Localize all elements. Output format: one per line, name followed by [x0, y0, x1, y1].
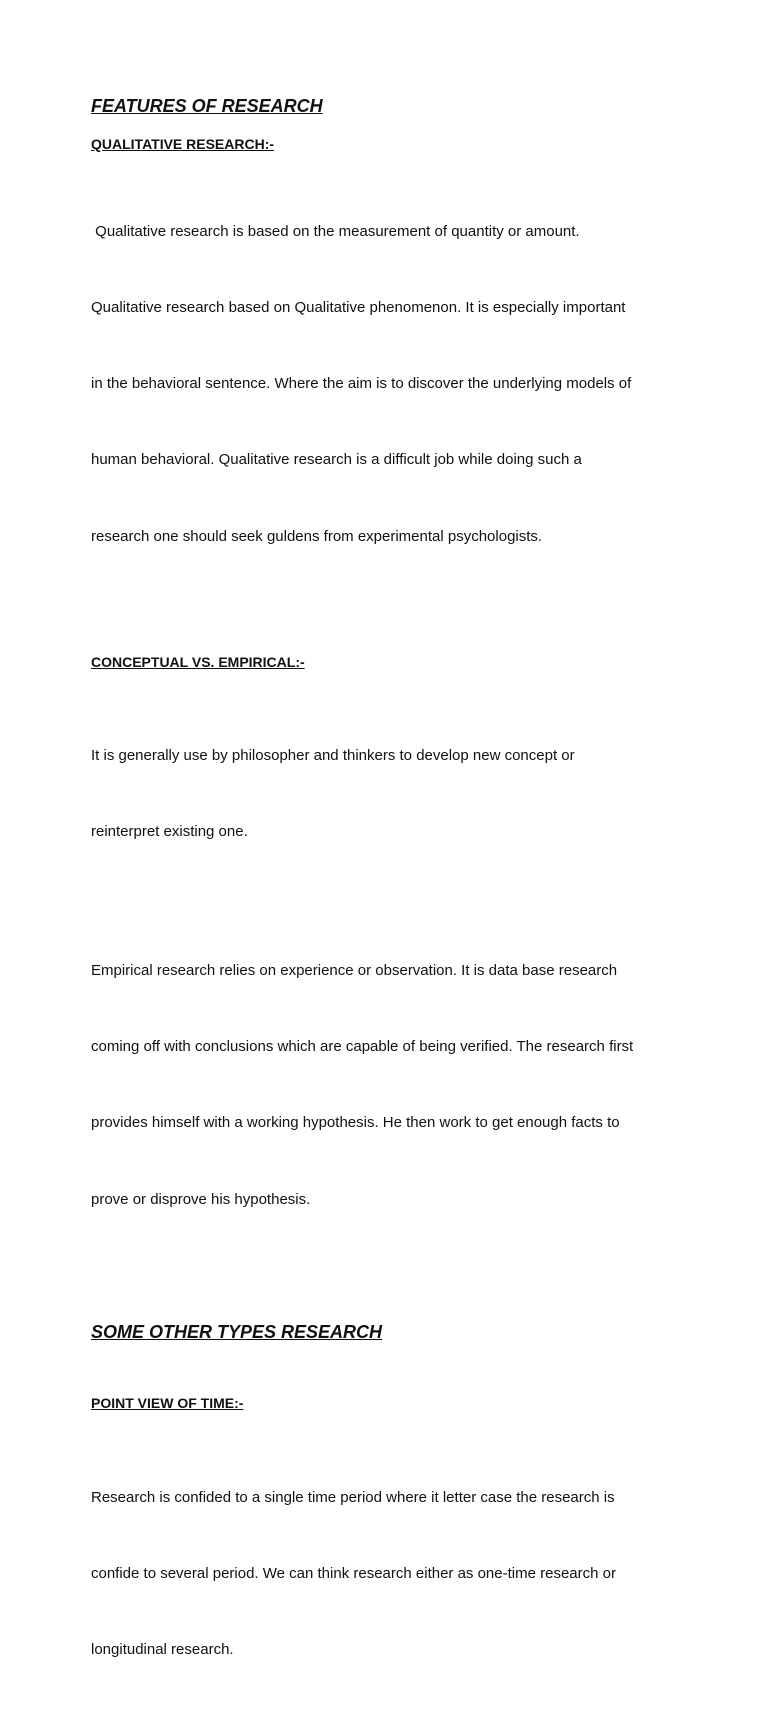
paragraph-line: provides himself with a working hypothesis. He then work to get enough facts to — [91, 1114, 620, 1132]
paragraph-line: longitudinal research. — [91, 1641, 234, 1659]
section-title-features: FEATURES OF RESEARCH — [91, 96, 323, 116]
paragraph-line: Qualitative research is based on the measurement of quantity or amount. — [91, 222, 580, 240]
paragraph-line: It is generally use by philosopher and thinkers to develop new concept or — [91, 746, 575, 764]
document-content — [91, 94, 691, 1713]
heading-conceptual-vs-empirical: CONCEPTUAL VS. EMPIRICAL:- — [91, 653, 305, 670]
paragraph-line: Qualitative research based on Qualitative phenomenon. It is especially important — [91, 299, 626, 317]
paragraph-empirical — [91, 907, 691, 1263]
paragraph-time — [91, 1434, 691, 1713]
paragraph-line: reinterpret existing one. — [91, 822, 248, 840]
paragraph-line: coming off with conclusions which are capable of being verified. The research first — [91, 1038, 634, 1056]
paragraph-line: Research is confided to a single time period where it letter case the research is — [91, 1488, 615, 1506]
paragraph-line: research one should seek guldens from experimental psychologists. — [91, 527, 543, 545]
paragraph-qualitative — [91, 168, 691, 600]
section-title-other-types: SOME OTHER TYPES RESEARCH — [91, 1321, 383, 1342]
heading-qualitative-research: QUALITATIVE RESEARCH:- — [91, 136, 275, 152]
paragraph-line: in the behavioral sentence. Where the aim is to discover the underlying models of — [91, 375, 632, 393]
paragraph-line: confide to several period. We can think research either as one-time research or — [91, 1564, 616, 1582]
paragraph-line: prove or disprove his hypothesis. — [91, 1190, 311, 1208]
paragraph-line: human behavioral. Qualitative research is a difficult job while doing such a — [91, 451, 582, 469]
heading-point-view-of-time: POINT VIEW OF TIME:- — [91, 1394, 244, 1411]
paragraph-conceptual — [91, 692, 691, 895]
paragraph-line: Empirical research relies on experience or observation. It is data base research — [91, 961, 618, 979]
